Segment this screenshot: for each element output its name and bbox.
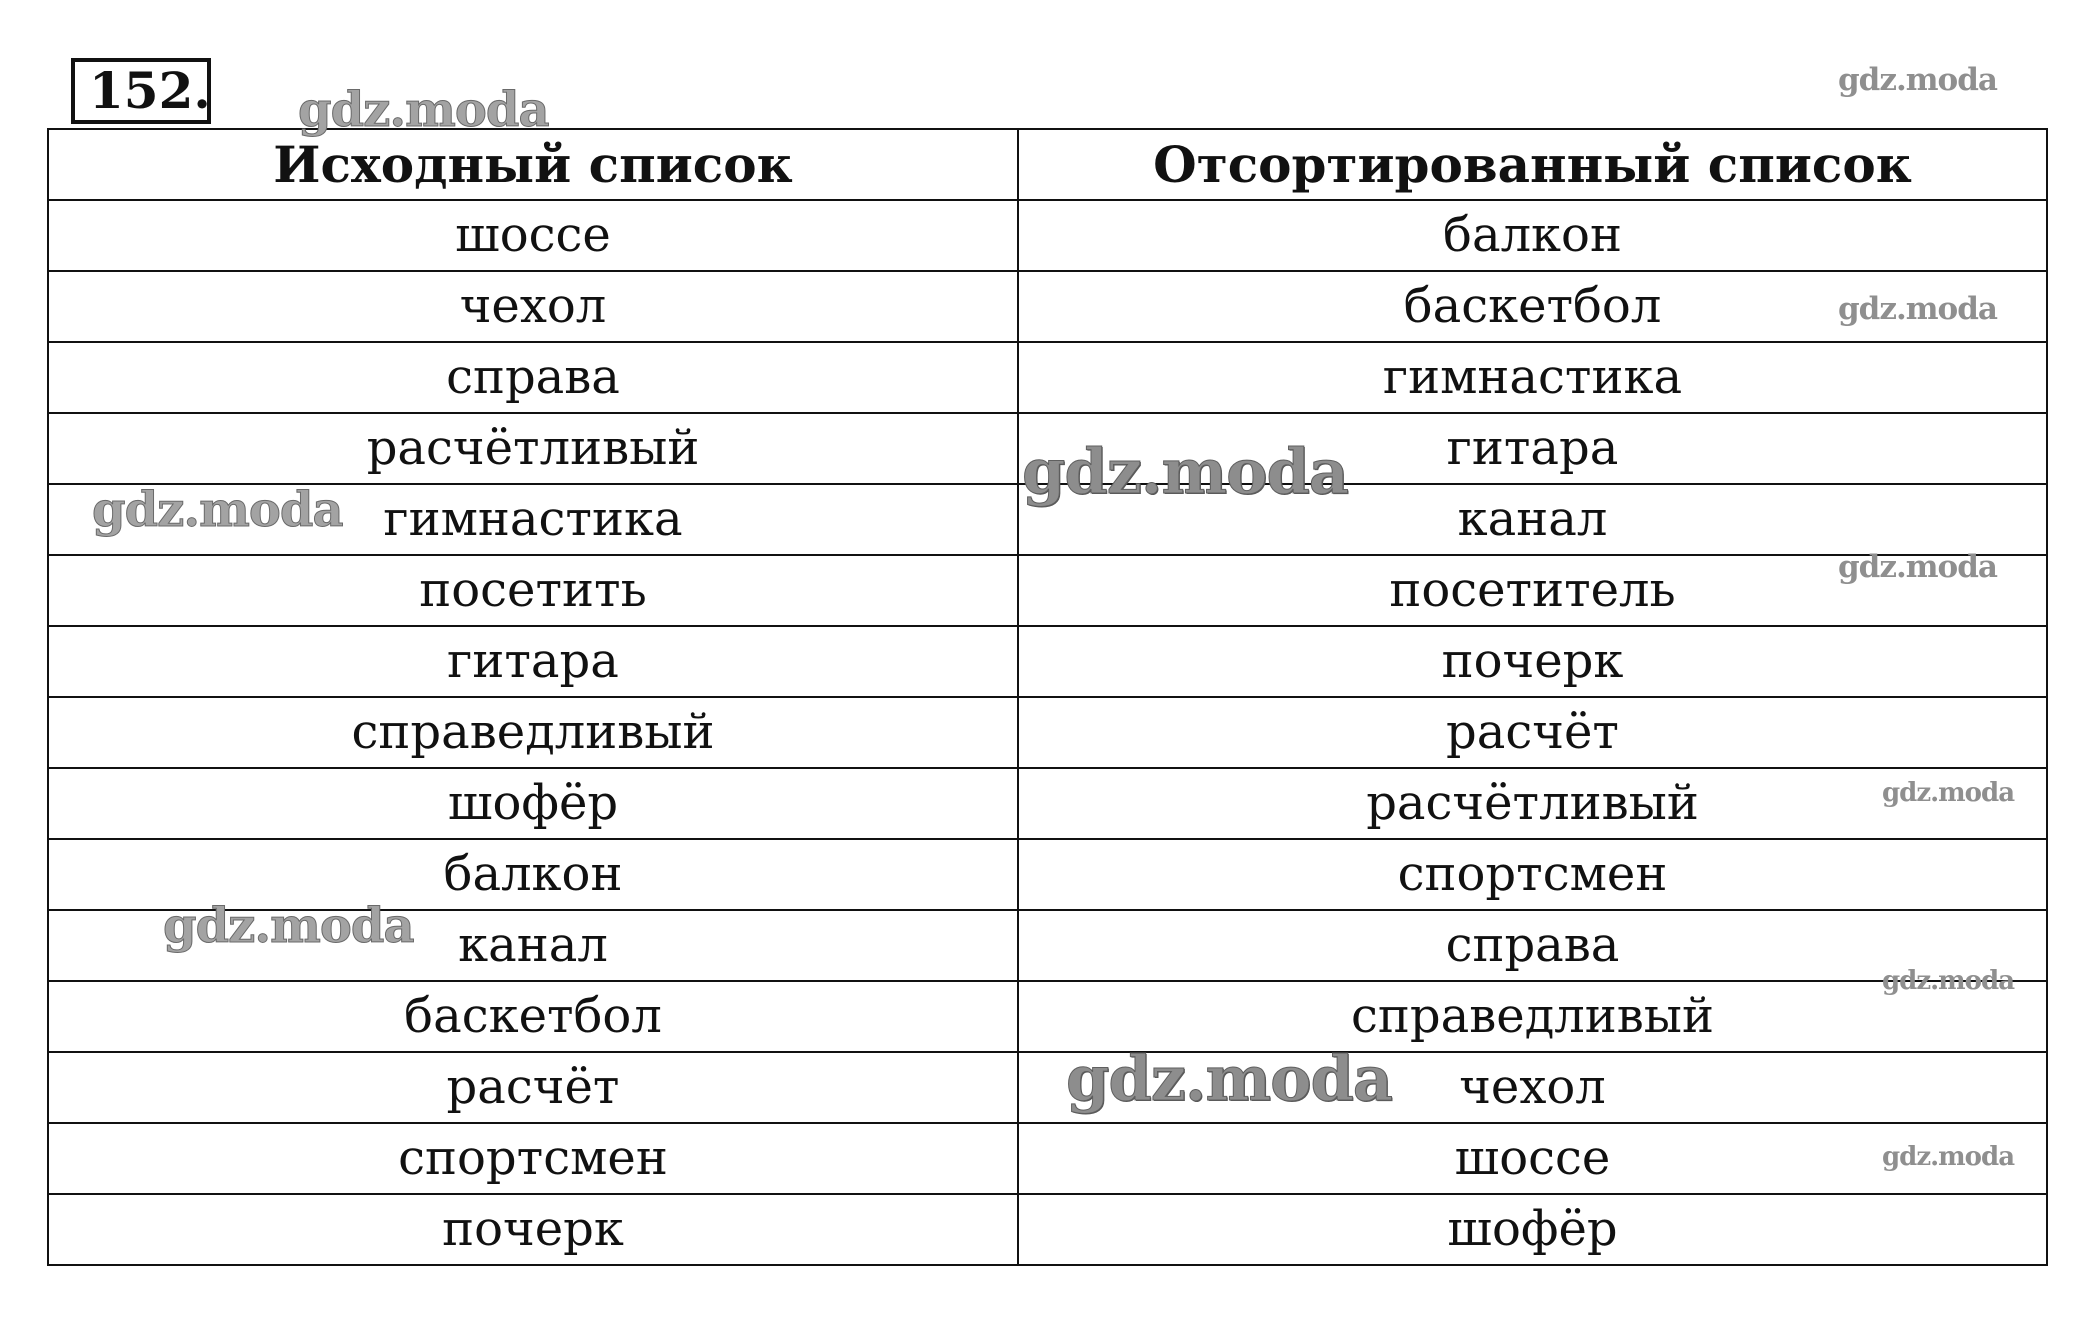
table-row bbox=[48, 1123, 2047, 1194]
table-row bbox=[48, 1052, 2047, 1123]
sorted-word: шофёр bbox=[1018, 1194, 2047, 1265]
sorted-word: гитара bbox=[1018, 413, 2047, 484]
original-word: справа bbox=[48, 342, 1018, 413]
original-word: расчёт bbox=[48, 1052, 1018, 1123]
watermark: gdz.moda bbox=[1838, 62, 1997, 98]
original-word: чехол bbox=[48, 271, 1018, 342]
sorted-word: спортсмен bbox=[1018, 839, 2047, 910]
watermark: gdz.moda bbox=[1882, 966, 2015, 996]
watermark: gdz.moda bbox=[92, 482, 343, 538]
original-word: шоссе bbox=[48, 200, 1018, 271]
table-row bbox=[48, 342, 2047, 413]
sorted-word: чехол bbox=[1018, 1052, 2047, 1123]
sorted-word: справа bbox=[1018, 910, 2047, 981]
table-row bbox=[48, 910, 2047, 981]
table-row bbox=[48, 981, 2047, 1052]
task-number: 152. bbox=[71, 58, 211, 124]
watermark: gdz.moda bbox=[1066, 1042, 1392, 1115]
sorted-word: баскетбол bbox=[1018, 271, 2047, 342]
header-sorted-list: Отсортированный список bbox=[1018, 129, 2047, 200]
sorted-word: расчёт bbox=[1018, 697, 2047, 768]
header-original-list: Исходный список bbox=[48, 129, 1018, 200]
header-row bbox=[48, 129, 2047, 200]
original-word: канал bbox=[48, 910, 1018, 981]
original-word: спортсмен bbox=[48, 1123, 1018, 1194]
table-row bbox=[48, 271, 2047, 342]
table-row bbox=[48, 626, 2047, 697]
table-row bbox=[48, 768, 2047, 839]
watermark: gdz.moda bbox=[1882, 778, 2015, 808]
sorted-word: балкон bbox=[1018, 200, 2047, 271]
sorted-word: канал bbox=[1018, 484, 2047, 555]
sorted-word: расчётливый bbox=[1018, 768, 2047, 839]
watermark: gdz.moda bbox=[298, 82, 549, 138]
original-word: почерк bbox=[48, 1194, 1018, 1265]
original-word: справедливый bbox=[48, 697, 1018, 768]
watermark: gdz.moda bbox=[1838, 291, 1997, 327]
table-row bbox=[48, 484, 2047, 555]
table-row bbox=[48, 555, 2047, 626]
table-row bbox=[48, 200, 2047, 271]
table-row bbox=[48, 839, 2047, 910]
table-row bbox=[48, 697, 2047, 768]
original-word: шофёр bbox=[48, 768, 1018, 839]
original-word: расчётливый bbox=[48, 413, 1018, 484]
original-word: баскетбол bbox=[48, 981, 1018, 1052]
sorted-word: гимнастика bbox=[1018, 342, 2047, 413]
original-word: посетить bbox=[48, 555, 1018, 626]
table-row bbox=[48, 1194, 2047, 1265]
original-word: балкон bbox=[48, 839, 1018, 910]
sorted-word: шоссе bbox=[1018, 1123, 2047, 1194]
sorted-word: посетитель bbox=[1018, 555, 2047, 626]
word-sort-table bbox=[47, 128, 2048, 1266]
watermark: gdz.moda bbox=[163, 898, 414, 954]
watermark: gdz.moda bbox=[1838, 549, 1997, 585]
sorted-word: почерк bbox=[1018, 626, 2047, 697]
watermark: gdz.moda bbox=[1022, 435, 1348, 508]
sorted-word: справедливый bbox=[1018, 981, 2047, 1052]
original-word: гимнастика bbox=[48, 484, 1018, 555]
watermark: gdz.moda bbox=[1882, 1142, 2015, 1172]
table-row bbox=[48, 413, 2047, 484]
original-word: гитара bbox=[48, 626, 1018, 697]
